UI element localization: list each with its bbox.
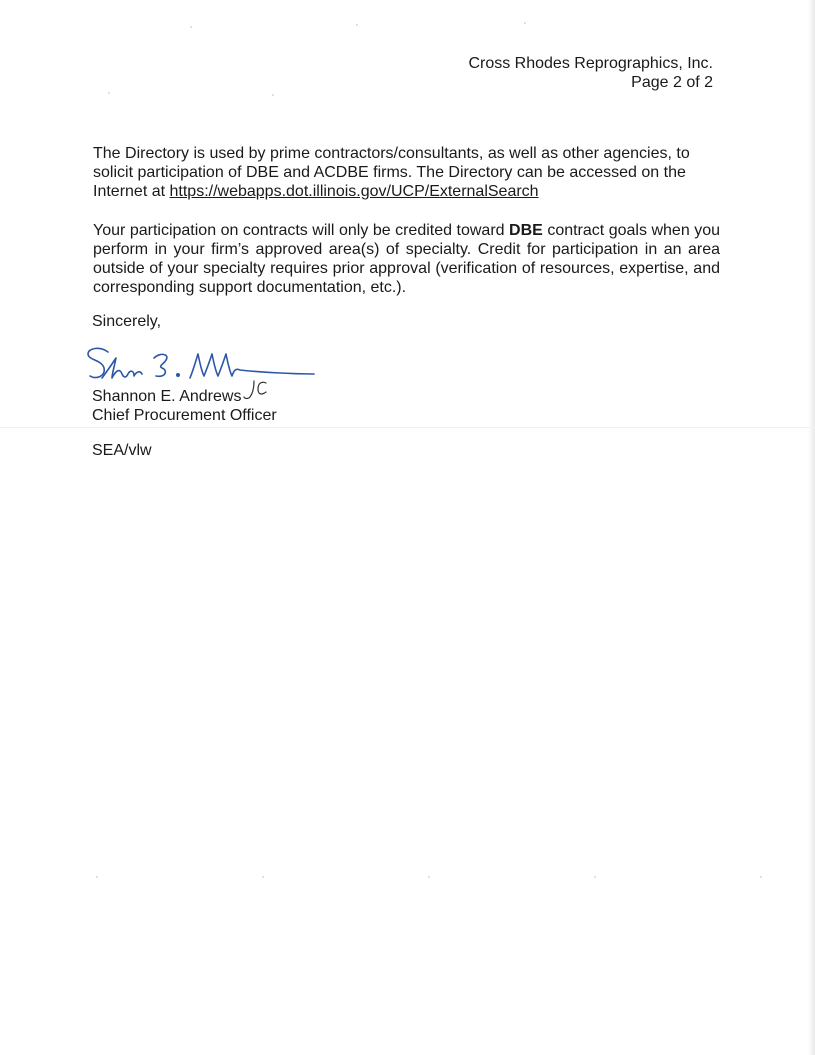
scan-edge-shadow — [808, 0, 815, 1055]
scan-speck — [524, 22, 526, 24]
dbe-bold-term: DBE — [509, 222, 543, 239]
paragraph-directory — [93, 144, 720, 201]
handwritten-initials — [240, 377, 270, 403]
header-page-number: Page 2 of 2 — [631, 74, 713, 91]
scan-speck — [96, 876, 98, 878]
paragraph-participation — [93, 221, 720, 297]
scan-speck — [262, 876, 264, 878]
paragraph-participation-end: contract goals when you perform in your firm’s approved area(s) of specialty. Credit for participation in an area outside of your specialty requires prior approval (verification of resources, expertise, and corresponding support documentation, etc.). — [93, 222, 720, 296]
handwritten-signature — [82, 338, 322, 388]
scan-speck — [428, 876, 430, 878]
scan-fold-line — [0, 427, 815, 428]
directory-link[interactable]: https://webapps.dot.illinois.gov/UCP/ExternalSearch — [169, 183, 539, 200]
scan-speck — [760, 876, 762, 878]
paragraph-directory-text: The Directory is used by prime contractors/consultants, as well as other agencies, to solicit participation of DBE and ACDBE firms. The Directory can be accessed on the Internet at — [93, 145, 690, 200]
scan-speck — [272, 94, 274, 96]
closing-salutation: Sincerely, — [92, 313, 162, 330]
header-company: Cross Rhodes Reprographics, Inc. — [468, 55, 713, 72]
scan-speck — [190, 26, 192, 28]
scan-speck — [108, 92, 110, 94]
scan-speck — [594, 876, 596, 878]
signer-title: Chief Procurement Officer — [92, 407, 277, 424]
paragraph-participation-start: Your participation on contracts will only be credited toward — [93, 222, 510, 239]
scan-speck — [356, 24, 358, 26]
signer-name: Shannon E. Andrews — [92, 388, 242, 405]
page-header — [468, 54, 713, 92]
reference-initials: SEA/vlw — [92, 442, 152, 459]
